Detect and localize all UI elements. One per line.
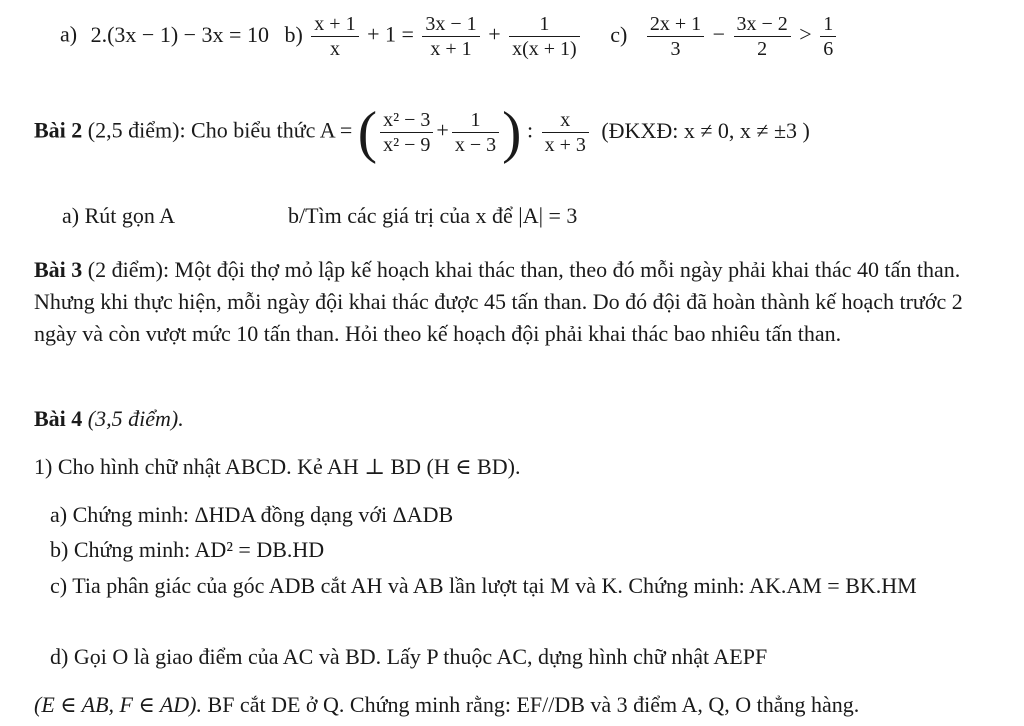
bai2-plus: +	[436, 117, 449, 143]
bai1-c-gt: >	[799, 21, 812, 47]
bai2-frac1: $\frac{\text{x² − 3}}{\text{x² − 9}}$	[380, 108, 433, 157]
bai2-part-b: b/Tìm các giá trị của x để |A| = 3	[288, 203, 578, 228]
bai4-d1: d) Gọi O là giao điểm của AC và BD. Lấy P thuộc AC, dựng hình chữ nhật AEPF	[50, 644, 768, 669]
bai2-frac3: $\frac{x}{x + 3}$	[542, 108, 589, 157]
bai1-b-mid: + 1 =	[367, 21, 414, 47]
bai4-d2	[34, 692, 859, 718]
bai4-intro: 1) Cho hình chữ nhật ABCD. Kẻ AH ⊥ BD (H ∈ BD).	[34, 454, 521, 479]
bai2-frac2: $\frac{1}{x - 3}$	[452, 108, 499, 157]
bai1-c-frac1: $\frac{2x + 1}{3}$	[647, 12, 704, 61]
bai1-b-frac1: $\frac{x + 1}{x}$	[311, 12, 358, 61]
bai3-paragraph	[34, 254, 994, 350]
bai2-colon: :	[526, 117, 534, 143]
right-paren: )	[502, 99, 522, 165]
bai1-c-label: c)	[610, 21, 628, 47]
bai1-b-plus: +	[488, 21, 501, 47]
bai4-heading: Bài 4	[34, 406, 83, 431]
bai4-b: b) Chứng minh: AD² = DB.HD	[50, 537, 325, 562]
left-paren: (	[357, 99, 378, 165]
bai1-a-label: a)	[60, 21, 78, 47]
bai4-points: (3,5 điểm).	[82, 406, 184, 431]
bai3-heading: Bài 3	[34, 257, 83, 282]
bai4-c: c) Tia phân giác của góc ADB cắt AH và AB lần lượt tại M và K. Chứng minh: AK.AM = BK.HM	[50, 573, 917, 598]
bai1-b-label: b)	[284, 21, 303, 47]
bai4-d2-rest: BF cắt DE ở Q. Chứng minh rằng: EF//DB và 3 điểm A, Q, O thẳng hàng.	[202, 692, 860, 717]
bai1-b-frac2: $\frac{3x - 1}{x + 1}$	[422, 12, 479, 61]
bai3-text: (2 điểm): Một đội thợ mỏ lập kế hoạch khai thác than, theo đó mỗi ngày phải khai thác 40 tấn than. Nhưng khi thực hiện, mỗi ngày đội khai thác được 45 tấn than. Do đó đội đã hoàn thành kế hoạch trước 2 ngày và còn vượt mức 10 tấn than. Hỏi theo kế hoạch đội phải khai thác bao nhiêu tấn than.	[34, 257, 963, 346]
bai2-row	[34, 99, 810, 165]
bai4-d2-ital: (E ∈ AB, F ∈ AD).	[34, 692, 203, 717]
bai4-title	[34, 406, 184, 432]
bai2-condition: (ĐKXĐ: x ≠ 0, x ≠ ±3 )	[601, 117, 810, 143]
bai2-a-eq: A =	[319, 117, 353, 143]
bai2-points: (2,5 điểm): Cho biểu thức	[87, 117, 316, 143]
bai1-c-frac2: $\frac{3x - 2}{2}$	[734, 12, 791, 61]
bai1-c-minus: −	[712, 21, 726, 47]
bai1-b-frac3: $\frac{1}{x(x + 1)}$	[509, 12, 580, 61]
bai2-part-a: a) Rút gọn A	[62, 203, 176, 228]
bai1-a-expr: 2.(3x − 1) − 3x = 10	[90, 21, 269, 47]
bai1-c-frac3: $\frac{1}{6}$	[820, 12, 836, 61]
bai2-heading: Bài 2	[34, 117, 83, 143]
bai1-row	[60, 12, 839, 61]
bai4-a: a) Chứng minh: ΔHDA đồng dạng với ΔADB	[50, 502, 454, 527]
